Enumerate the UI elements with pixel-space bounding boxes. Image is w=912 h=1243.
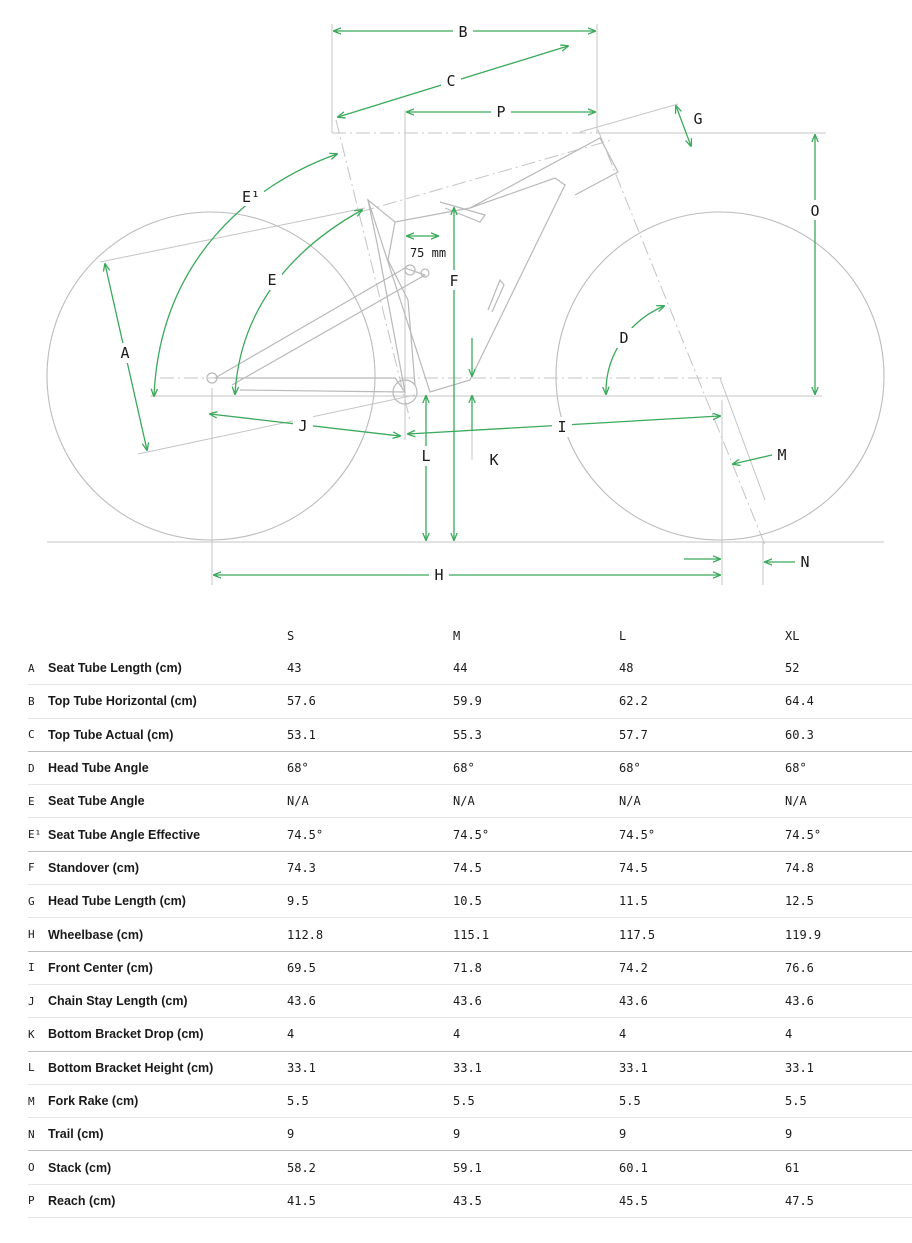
dim-e-label: E xyxy=(267,271,277,289)
offset-note: 75 mm xyxy=(409,246,447,260)
row-value: 55.3 xyxy=(453,718,619,751)
table-row xyxy=(28,1051,912,1084)
row-name: Top Tube Horizontal (cm) xyxy=(48,685,287,718)
dim-b-label: B xyxy=(458,23,468,41)
row-value: 74.8 xyxy=(785,851,912,884)
row-value: N/A xyxy=(453,785,619,818)
row-name: Standover (cm) xyxy=(48,851,287,884)
row-value: N/A xyxy=(619,785,785,818)
row-name: Bottom Bracket Drop (cm) xyxy=(48,1018,287,1051)
row-value: 48 xyxy=(619,652,785,685)
dim-k-label: K xyxy=(489,451,499,469)
row-value: 5.5 xyxy=(619,1084,785,1117)
row-code: D xyxy=(28,751,48,784)
row-code: M xyxy=(28,1084,48,1117)
table-row xyxy=(28,1151,912,1184)
row-value: 12.5 xyxy=(785,885,912,918)
row-code: H xyxy=(28,918,48,951)
row-value: 10.5 xyxy=(453,885,619,918)
row-name: Head Tube Length (cm) xyxy=(48,885,287,918)
row-code: G xyxy=(28,885,48,918)
row-value: 4 xyxy=(619,1018,785,1051)
row-value: 41.5 xyxy=(287,1184,453,1217)
table-header-row xyxy=(28,620,912,652)
row-value: 57.6 xyxy=(287,685,453,718)
dim-g-arrow xyxy=(676,106,691,146)
row-value: 71.8 xyxy=(453,951,619,984)
row-value: 68° xyxy=(453,751,619,784)
row-value: 43.6 xyxy=(453,984,619,1017)
row-value: 74.5° xyxy=(453,818,619,851)
dim-d-label: D xyxy=(619,329,629,347)
row-value: N/A xyxy=(785,785,912,818)
dim-l-label: L xyxy=(421,447,431,465)
row-value: 112.8 xyxy=(287,918,453,951)
seat-height-ref xyxy=(100,208,365,262)
row-value: 9 xyxy=(619,1118,785,1151)
row-code: L xyxy=(28,1051,48,1084)
size-header-l: L xyxy=(619,629,627,643)
dim-j-label: J xyxy=(298,417,308,435)
row-value: 47.5 xyxy=(785,1184,912,1217)
row-value: 57.7 xyxy=(619,718,785,751)
row-code: E xyxy=(28,785,48,818)
row-value: 115.1 xyxy=(453,918,619,951)
table-row xyxy=(28,1184,912,1217)
front-wheel xyxy=(556,212,884,540)
row-value: 43.6 xyxy=(785,984,912,1017)
table-row xyxy=(28,685,912,718)
row-value: 64.4 xyxy=(785,685,912,718)
row-value: 74.5° xyxy=(287,818,453,851)
top-tube-actual-line xyxy=(360,140,612,212)
table-row xyxy=(28,984,912,1017)
row-value: 60.3 xyxy=(785,718,912,751)
table-row xyxy=(28,918,912,951)
row-value: 62.2 xyxy=(619,685,785,718)
dim-a-label: A xyxy=(120,344,130,362)
seat-tube-line xyxy=(336,120,410,420)
row-value: 4 xyxy=(453,1018,619,1051)
row-value: 11.5 xyxy=(619,885,785,918)
row-name: Seat Tube Angle xyxy=(48,785,287,818)
row-name: Fork Rake (cm) xyxy=(48,1084,287,1117)
rear-wheel xyxy=(47,212,375,540)
cable-guide xyxy=(488,280,504,312)
row-name: Head Tube Angle xyxy=(48,751,287,784)
row-value: 4 xyxy=(287,1018,453,1051)
row-code: F xyxy=(28,851,48,884)
dim-i-label: I xyxy=(557,418,567,436)
row-value: 43.5 xyxy=(453,1184,619,1217)
row-value: 52 xyxy=(785,652,912,685)
dim-p-label: P xyxy=(496,103,506,121)
row-value: 68° xyxy=(785,751,912,784)
size-header-xl: XL xyxy=(785,629,800,643)
row-code: K xyxy=(28,1018,48,1051)
row-value: 43.6 xyxy=(619,984,785,1017)
row-value: 74.5 xyxy=(453,851,619,884)
chainstay-ref-line xyxy=(138,395,415,454)
row-value: 69.5 xyxy=(287,951,453,984)
row-code: E¹ xyxy=(28,818,48,851)
table-row xyxy=(28,951,912,984)
row-code: I xyxy=(28,951,48,984)
row-value: 68° xyxy=(619,751,785,784)
row-name: Chain Stay Length (cm) xyxy=(48,984,287,1017)
row-value: 68° xyxy=(287,751,453,784)
row-code: J xyxy=(28,984,48,1017)
row-value: 5.5 xyxy=(287,1084,453,1117)
row-value: 74.2 xyxy=(619,951,785,984)
row-code: N xyxy=(28,1118,48,1151)
row-value: 9 xyxy=(785,1118,912,1151)
table-row xyxy=(28,1118,912,1151)
row-value: 53.1 xyxy=(287,718,453,751)
row-value: 74.5° xyxy=(785,818,912,851)
row-value: 9 xyxy=(287,1118,453,1151)
row-code: B xyxy=(28,685,48,718)
row-value: 33.1 xyxy=(619,1051,785,1084)
row-value: 44 xyxy=(453,652,619,685)
dim-e1-label: E¹ xyxy=(241,188,261,206)
row-value: 58.2 xyxy=(287,1151,453,1184)
dim-f-label: F xyxy=(449,272,459,290)
size-header-m: M xyxy=(453,629,461,643)
geometry-table xyxy=(28,620,912,1218)
dim-m-arrow xyxy=(733,455,772,464)
row-value: 33.1 xyxy=(287,1051,453,1084)
table-row xyxy=(28,818,912,851)
bike-top-tube xyxy=(470,138,618,208)
row-value: 45.5 xyxy=(619,1184,785,1217)
dim-g-label: G xyxy=(693,110,703,128)
table-row xyxy=(28,785,912,818)
row-value: 119.9 xyxy=(785,918,912,951)
row-name: Seat Tube Angle Effective xyxy=(48,818,287,851)
row-value: 43.6 xyxy=(287,984,453,1017)
dim-m-label: M xyxy=(777,446,787,464)
row-value: 33.1 xyxy=(453,1051,619,1084)
table-row xyxy=(28,1084,912,1117)
row-value: 61 xyxy=(785,1151,912,1184)
row-value: 43 xyxy=(287,652,453,685)
row-value: 5.5 xyxy=(785,1084,912,1117)
row-value: 76.6 xyxy=(785,951,912,984)
row-code: P xyxy=(28,1184,48,1217)
row-value: 117.5 xyxy=(619,918,785,951)
table-row xyxy=(28,751,912,784)
row-value: 59.9 xyxy=(453,685,619,718)
row-value: 9.5 xyxy=(287,885,453,918)
row-value: 60.1 xyxy=(619,1151,785,1184)
shock-mount-2 xyxy=(421,269,429,277)
dim-h-label: H xyxy=(434,566,444,584)
table-row xyxy=(28,652,912,685)
table-row xyxy=(28,885,912,918)
row-value: 74.5 xyxy=(619,851,785,884)
head-tube-ref xyxy=(580,104,678,132)
row-name: Seat Tube Length (cm) xyxy=(48,652,287,685)
row-value: N/A xyxy=(287,785,453,818)
row-value: 74.3 xyxy=(287,851,453,884)
row-code: A xyxy=(28,652,48,685)
row-name: Bottom Bracket Height (cm) xyxy=(48,1051,287,1084)
row-name: Wheelbase (cm) xyxy=(48,918,287,951)
dim-d-arrow xyxy=(606,306,664,394)
table-row xyxy=(28,718,912,751)
row-name: Stack (cm) xyxy=(48,1151,287,1184)
bike-geometry-diagram xyxy=(0,0,912,600)
table-row xyxy=(28,851,912,884)
row-name: Front Center (cm) xyxy=(48,951,287,984)
row-value: 5.5 xyxy=(453,1084,619,1117)
row-value: 4 xyxy=(785,1018,912,1051)
row-name: Reach (cm) xyxy=(48,1184,287,1217)
dim-n-label: N xyxy=(800,553,810,571)
row-value: 9 xyxy=(453,1118,619,1151)
row-value: 33.1 xyxy=(785,1051,912,1084)
row-value: 74.5° xyxy=(619,818,785,851)
dim-c-label: C xyxy=(446,72,456,90)
dim-o-label: O xyxy=(810,202,820,220)
table-row xyxy=(28,1018,912,1051)
row-code: C xyxy=(28,718,48,751)
row-name: Top Tube Actual (cm) xyxy=(48,718,287,751)
row-name: Trail (cm) xyxy=(48,1118,287,1151)
row-code: O xyxy=(28,1151,48,1184)
row-value: 59.1 xyxy=(453,1151,619,1184)
size-header-s: S xyxy=(287,629,295,643)
